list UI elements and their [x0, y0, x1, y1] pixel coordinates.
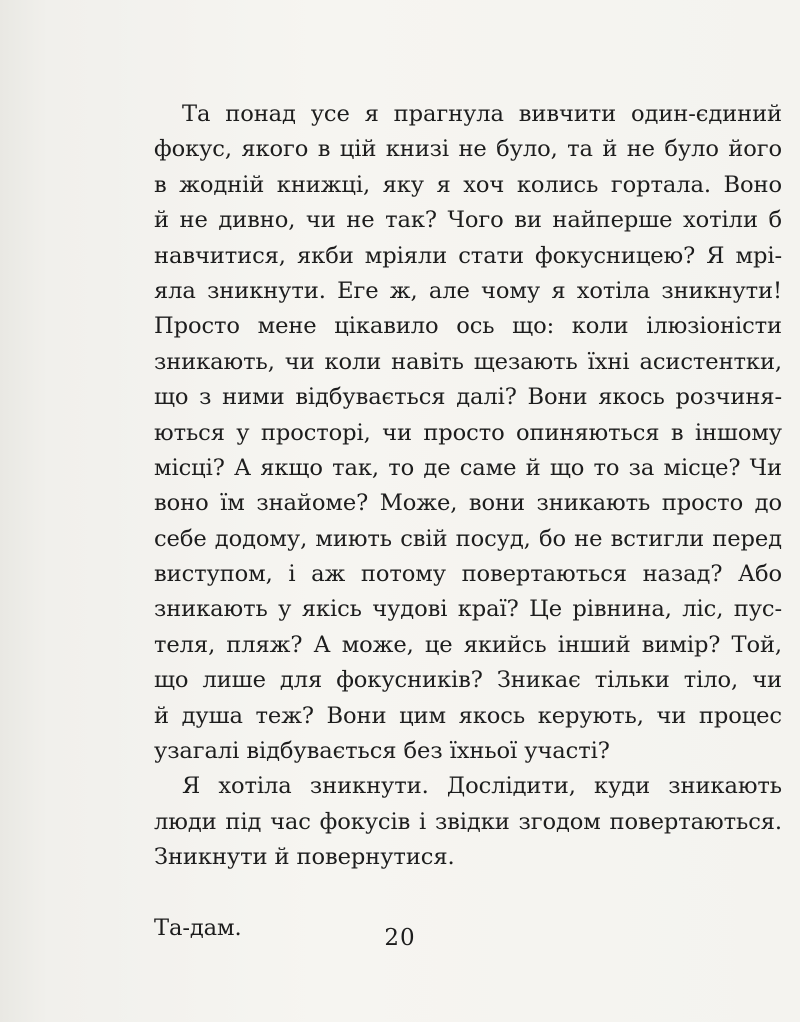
- text-line: що лише для фокусників? Зникає тільки тіло, чи: [154, 667, 782, 694]
- text-line: що з ними відбувається далі? Вони якось розчиня-: [154, 384, 782, 411]
- text-line: люди під час фокусів і звідки згодом повертаються.: [154, 808, 782, 835]
- text-line: ються у просторі, чи просто опиняються в іншому: [154, 419, 782, 446]
- text-line: Я хотіла зникнути. Дослідити, куди зникають: [182, 773, 782, 800]
- text-line: себе додому, миють свій посуд, бо не встигли перед: [154, 525, 782, 552]
- body-text: [154, 97, 786, 946]
- text-line: теля, пляж? А може, це якийсь інший вимір? Той,: [154, 631, 782, 658]
- text-line: яла зникнути. Еге ж, але чому я хотіла зникнути!: [154, 277, 782, 304]
- text-line: місці? А якщо так, то де саме й що то за місце? Чи: [154, 454, 782, 481]
- text-line: Просто мене цікавило ось що: коли ілюзіоністи: [154, 313, 782, 340]
- text-line: в жодній книжці, яку я хоч колись гортала. Воно: [154, 171, 782, 198]
- text-line: зникають, чи коли навіть щезають їхні асистентки,: [154, 348, 782, 375]
- page-number: 20: [384, 925, 416, 951]
- text-line: узагалі відбувається без їхньої участі?: [154, 738, 610, 765]
- text-line: й душа теж? Вони цим якось керують, чи процес: [154, 702, 782, 729]
- text-line: Та-дам.: [154, 914, 242, 941]
- text-line: фокус, якого в цій книзі не було, та й не було його: [154, 136, 782, 163]
- text-line: воно їм знайоме? Може, вони зникають просто до: [154, 490, 782, 517]
- text-line: зникають у якісь чудові краї? Це рівнина, ліс, пус-: [154, 596, 782, 623]
- text-line: виступом, і аж потому повертаються назад? Або: [154, 561, 782, 588]
- text-line: навчитися, якби мріяли стати фокусницею? Я мрі-: [154, 242, 782, 269]
- paragraph-gap: [154, 876, 786, 911]
- text-line: й не дивно, чи не так? Чого ви найперше хотіли б: [154, 207, 782, 234]
- text-line: Та понад усе я прагнула вивчити один-єдиний: [182, 101, 782, 127]
- text-line: Зникнути й повернутися.: [154, 844, 455, 871]
